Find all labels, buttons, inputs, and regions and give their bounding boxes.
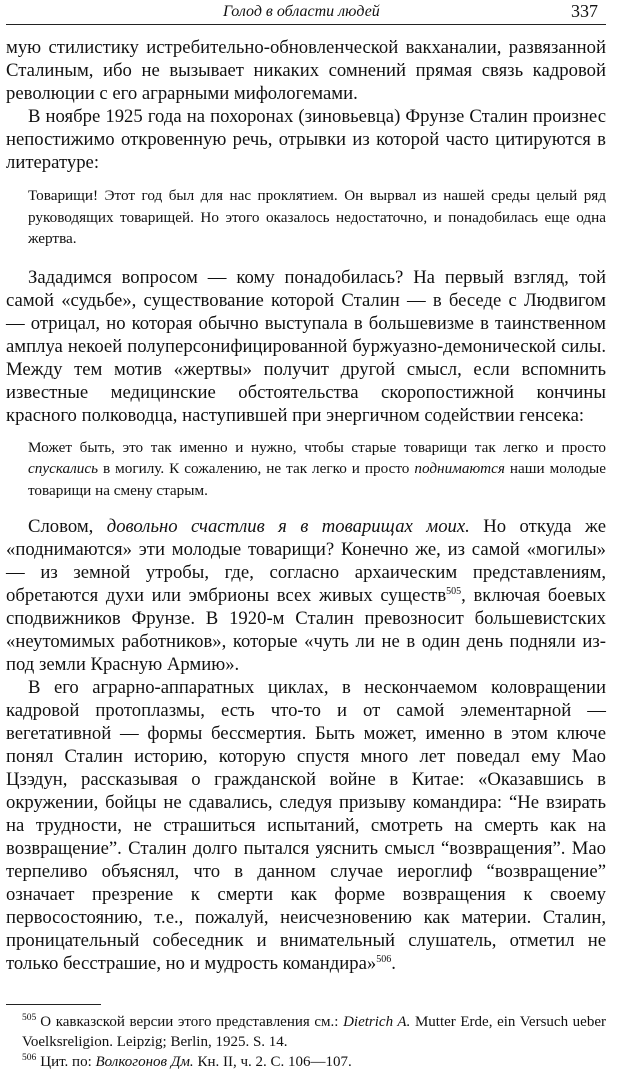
p4-italic: довольно счастлив я в товарищах моих. bbox=[106, 516, 470, 537]
main-text bbox=[6, 36, 606, 975]
footnotes bbox=[6, 1012, 606, 1072]
p5-text-1: В его аграрно-аппаратных циклах, в нескончаемом коловращении кадровой протоплазмы, есть что-то и от самой элементарной — вегетативной — формы бессмертия. Быть может, именно в этом ключе понял Сталин историю, которую спустя много лет поведал ему Мао Цзэдун, рассказывая о гражданской войне в Китае: «Оказавшись в окружении, бойцы не сдавались, следуя призыву командира: “Не взирать на трудности, не страшиться испытаний, смотреть на смерть как на возвращение”. Сталин долго пытался уяснить смысл “возвращения”. Мао терпеливо объяснял, что в данном случае иероглиф “возвращение” означает презрение к смерти как форме возвращения к своему первосостоянию, т.е., пожалуй, неисчезновению как материи. Сталин, проницательный собеседник и внимательный слушатель, отметил не только бесстрашие, но и мудрость командира» bbox=[6, 677, 606, 974]
running-header bbox=[6, 0, 606, 28]
footnote-rule bbox=[6, 1004, 101, 1005]
quote2-text-3: наши молодые товарищи на смену старым. bbox=[28, 460, 606, 499]
header-rule bbox=[6, 24, 606, 25]
footnote-number: 505 bbox=[22, 1013, 37, 1023]
footnote-506 bbox=[6, 1052, 606, 1072]
paragraph-2: В ноябре 1925 года на похоронах (зиновьевца) Фрунзе Сталин произнес непостижимо откровенную речь, отрывки из которой часто цитируются в литературе: bbox=[6, 106, 606, 173]
p4-text-2: Но откуда же «поднимаются» эти молодые товарищи? Конечно же, из самой «могилы» — из земной утробы, где, согласно архаическим представлениям, обретаются духи или эмбрионы всех живых существ bbox=[6, 516, 606, 606]
paragraph-1: мую стилистику истребительно-обновленческой вакханалии, развязанной Сталиным, ибо не вызывает никаких сомнений прямая связь кадровой революции с его аграрными мифологемами. bbox=[6, 37, 606, 104]
quote2-text-1: Может быть, это так именно и нужно, чтобы старые товарищи так легко и просто bbox=[28, 438, 606, 456]
footnote-text: О кавказской версии этого представления см.: bbox=[40, 1014, 344, 1030]
quote2-italic-2: поднимаются bbox=[414, 460, 505, 477]
paragraph-3: Зададимся вопросом — кому понадобилась? На первый взгляд, той самой «судьбе», существование которой Сталин — в беседе с Людвигом — отрицал, но которая обычно выступала в большевизме в таинственном амплуа некоей полуперсонифицированной буржуазно-демонической силы. Между тем мотив «жертвы» получит другой смысл, если вспомнить известные медицинские обстоятельства скоропостижной кончины красного полководца, наступившей при энергичном содействии генсека: bbox=[6, 266, 606, 426]
footnote-text: Mutter Erde, ein Versuch ueber Voelksreligion. Leipzig; Berlin, 1925. S. 14. bbox=[22, 1014, 606, 1050]
footnote-number: 506 bbox=[22, 1053, 37, 1063]
footnote-text: Цит. по: bbox=[40, 1054, 96, 1070]
footnote-ref-505[interactable]: 505 bbox=[446, 585, 462, 597]
p5-text-2: . bbox=[391, 953, 396, 974]
footnote-505 bbox=[6, 1012, 606, 1052]
paragraph-4 bbox=[6, 515, 606, 676]
footnote-ref-506[interactable]: 506 bbox=[376, 953, 392, 965]
quote2-text-2: в могилу. К сожалению, не так легко и просто bbox=[98, 460, 415, 477]
quote2-italic-1: спускались bbox=[28, 460, 99, 477]
page-number: 337 bbox=[571, 1, 598, 21]
p4-text-3: , включая боевых сподвижников Фрунзе. В 1920-м Сталин превозносит большевистских «неутомимых работников», которые «чуть ли не в один день подняли из-под земли Красную Армию». bbox=[6, 585, 606, 675]
footnote-author: Dietrich A. bbox=[343, 1014, 411, 1030]
quotation-2 bbox=[6, 437, 606, 502]
quotation-1: Товарищи! Этот год был для нас проклятием. Он вырвал из нашей среды целый ряд руководящих товарищей. Но этого оказалось недостаточно, и понадобилась еще одна жертва. bbox=[28, 187, 606, 247]
paragraph-5 bbox=[6, 676, 606, 975]
p4-text-1: Словом, bbox=[28, 516, 107, 537]
footnote-text: Кн. II, ч. 2. С. 106—107. bbox=[193, 1054, 352, 1070]
running-title: Голод в области людей bbox=[223, 3, 380, 20]
footnote-author: Волкогонов Дм. bbox=[95, 1054, 194, 1070]
